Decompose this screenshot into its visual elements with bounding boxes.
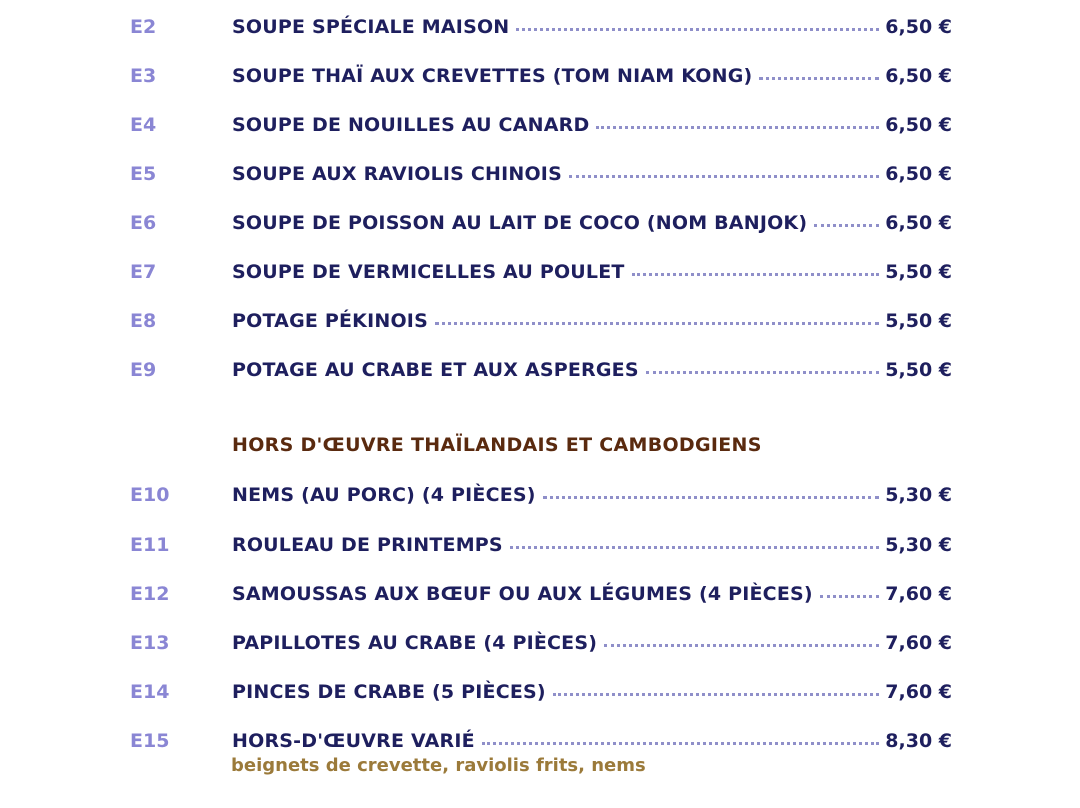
- item-code: E7: [130, 261, 157, 283]
- dot-leader: [759, 76, 879, 80]
- dot-leader: [814, 223, 879, 227]
- item-code: E15: [130, 730, 170, 752]
- item-code: E6: [130, 212, 157, 234]
- item-price: 6,50 €: [885, 16, 952, 38]
- item-name: SOUPE DE NOUILLES AU CANARD: [232, 114, 590, 136]
- item-code: E10: [130, 484, 170, 506]
- item-name: SOUPE SPÉCIALE MAISON: [232, 16, 510, 38]
- item-price: 8,30 €: [885, 730, 952, 752]
- item-price: 6,50 €: [885, 163, 952, 185]
- item-code: E13: [130, 632, 170, 654]
- item-price: 6,50 €: [885, 65, 952, 87]
- item-code: E8: [130, 310, 157, 332]
- item-name: PINCES DE CRABE (5 PIÈCES): [232, 681, 546, 703]
- item-name: PAPILLOTES AU CRABE (4 PIÈCES): [232, 632, 598, 654]
- menu-item-e14: [0, 677, 1080, 707]
- dot-leader: [510, 545, 879, 549]
- item-name: NEMS (AU PORC) (4 PIÈCES): [232, 484, 536, 506]
- item-name: ROULEAU DE PRINTEMPS: [232, 534, 503, 556]
- item-code: E3: [130, 65, 157, 87]
- menu-item-e12: [0, 579, 1080, 609]
- item-name: HORS-D'ŒUVRE VARIÉ: [232, 730, 475, 752]
- item-price: 7,60 €: [885, 583, 952, 605]
- item-code: E12: [130, 583, 170, 605]
- item-name: SOUPE DE VERMICELLES AU POULET: [232, 261, 625, 283]
- menu-item-e6: [0, 208, 1080, 238]
- menu-item-e13: [0, 628, 1080, 658]
- item-price: 7,60 €: [885, 632, 952, 654]
- dot-leader: [604, 643, 879, 647]
- item-price: 5,30 €: [885, 484, 952, 506]
- item-price: 6,50 €: [885, 114, 952, 136]
- menu-item-e8: [0, 306, 1080, 336]
- item-name: POTAGE AU CRABE ET AUX ASPERGES: [232, 359, 639, 381]
- item-code: E9: [130, 359, 157, 381]
- item-code: E5: [130, 163, 157, 185]
- item-name: SAMOUSSAS AUX BŒUF OU AUX LÉGUMES (4 PIÈCES): [232, 583, 813, 605]
- menu-item-e4: [0, 110, 1080, 140]
- dot-leader: [596, 125, 879, 129]
- dot-leader: [569, 174, 879, 178]
- menu-item-e9: [0, 355, 1080, 385]
- item-price: 7,60 €: [885, 681, 952, 703]
- section-title: HORS D'ŒUVRE THAÏLANDAIS ET CAMBODGIENS: [232, 434, 762, 456]
- dot-leader: [435, 321, 879, 325]
- menu-item-e11: [0, 530, 1080, 560]
- item-code: E14: [130, 681, 170, 703]
- dot-leader: [482, 741, 880, 745]
- item-price: 5,50 €: [885, 261, 952, 283]
- dot-leader: [632, 272, 880, 276]
- menu-item-e7: [0, 257, 1080, 287]
- item-name: SOUPE AUX RAVIOLIS CHINOIS: [232, 163, 562, 185]
- dot-leader: [516, 27, 879, 31]
- item-code: E4: [130, 114, 157, 136]
- item-code: E11: [130, 534, 170, 556]
- dot-leader: [820, 594, 880, 598]
- menu-item-e5: [0, 159, 1080, 189]
- item-price: 6,50 €: [885, 212, 952, 234]
- item-name: SOUPE DE POISSON AU LAIT DE COCO (NOM BANJOK): [232, 212, 808, 234]
- item-name: SOUPE THAÏ AUX CREVETTES (TOM NIAM KONG): [232, 65, 753, 87]
- item-description: beignets de crevette, raviolis frits, nems: [231, 755, 646, 776]
- menu-item-e10: [0, 480, 1080, 510]
- dot-leader: [646, 370, 880, 374]
- item-price: 5,30 €: [885, 534, 952, 556]
- menu-item-e2: [0, 12, 1080, 42]
- menu-item-e3: [0, 61, 1080, 91]
- dot-leader: [553, 692, 879, 696]
- item-code: E2: [130, 16, 157, 38]
- item-name: POTAGE PÉKINOIS: [232, 310, 428, 332]
- dot-leader: [543, 495, 880, 499]
- item-price: 5,50 €: [885, 359, 952, 381]
- item-price: 5,50 €: [885, 310, 952, 332]
